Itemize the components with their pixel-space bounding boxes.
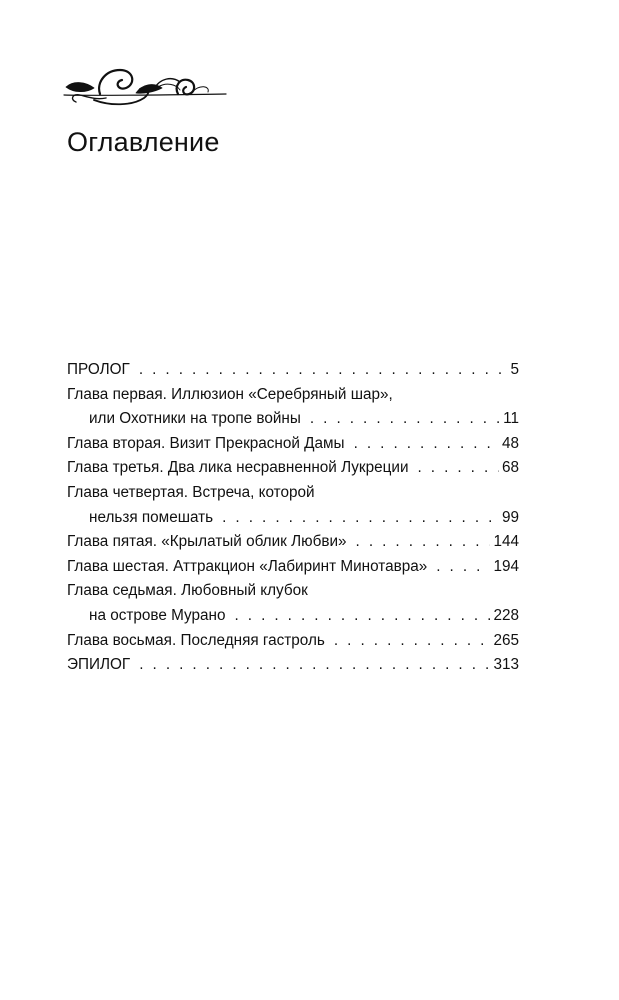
toc-entry-title: ЭПИЛОГ (67, 656, 131, 674)
toc-page-number: 144 (493, 533, 519, 551)
toc-entry-chapter-4[interactable] (67, 481, 519, 506)
toc-page-number: 194 (493, 557, 519, 575)
page-title: Оглавление (67, 127, 220, 157)
toc-dot-leader (354, 432, 499, 457)
toc-entry-title: Глава седьмая. Любовный клубок (67, 582, 308, 600)
toc-page-number: 228 (493, 606, 519, 624)
toc-entry-title: Глава шестая. Аттракцион «Лабиринт Минотавра» (67, 557, 428, 575)
toc-dot-leader (310, 407, 500, 432)
toc-entry-title: ПРОЛОГ (67, 361, 130, 378)
toc-dot-leader (139, 653, 490, 678)
toc-entry-chapter-7-continued[interactable] (67, 604, 519, 629)
toc-entry-chapter-5[interactable] (67, 530, 519, 555)
toc-page-number: 5 (510, 361, 519, 378)
toc-dot-leader (417, 456, 499, 481)
toc-entry-title: Глава первая. Иллюзион «Серебряный шар», (67, 385, 393, 403)
toc-entry-chapter-6[interactable] (67, 555, 519, 580)
toc-entry-chapter-7[interactable] (67, 579, 519, 604)
toc-entry-chapter-8[interactable] (67, 629, 519, 654)
toc-dot-leader (234, 604, 490, 629)
table-of-contents (67, 358, 519, 678)
toc-entry-chapter-2[interactable] (67, 432, 519, 457)
toc-entry-title: Глава вторая. Визит Прекрасной Дамы (67, 434, 345, 452)
toc-entry-title: на острове Мурано (89, 606, 226, 624)
toc-entry-title: Глава третья. Два лика несравненной Лукреции (67, 459, 409, 477)
toc-dot-leader (436, 555, 490, 580)
toc-page-number: 68 (501, 459, 519, 477)
toc-page-number: 48 (501, 434, 519, 452)
toc-page-number: 99 (501, 508, 519, 526)
toc-entry-epilogue[interactable] (67, 653, 519, 678)
toc-page-number: 313 (493, 656, 519, 674)
toc-dot-leader (139, 358, 508, 383)
toc-entry-chapter-1-continued[interactable] (67, 407, 519, 432)
toc-entry-title: Глава восьмая. Последняя гастроль (67, 631, 325, 649)
toc-entry-title: Глава пятая. «Крылатый облик Любви» (67, 533, 347, 551)
toc-entry-chapter-4-continued[interactable] (67, 506, 519, 531)
toc-entry-title: или Охотники на тропе войны (89, 410, 301, 428)
toc-entry-title: Глава четвертая. Встреча, которой (67, 483, 315, 501)
flourish-ornament-icon (62, 62, 228, 110)
toc-dot-leader (356, 530, 491, 555)
toc-entry-prologue[interactable] (67, 358, 519, 383)
toc-page-number: 11 (503, 410, 519, 428)
toc-dot-leader (222, 506, 499, 531)
toc-entry-title: нельзя помешать (89, 508, 214, 526)
toc-entry-chapter-3[interactable] (67, 456, 519, 481)
toc-entry-chapter-1[interactable] (67, 383, 519, 408)
toc-dot-leader (334, 629, 491, 654)
toc-page-number: 265 (493, 631, 519, 649)
